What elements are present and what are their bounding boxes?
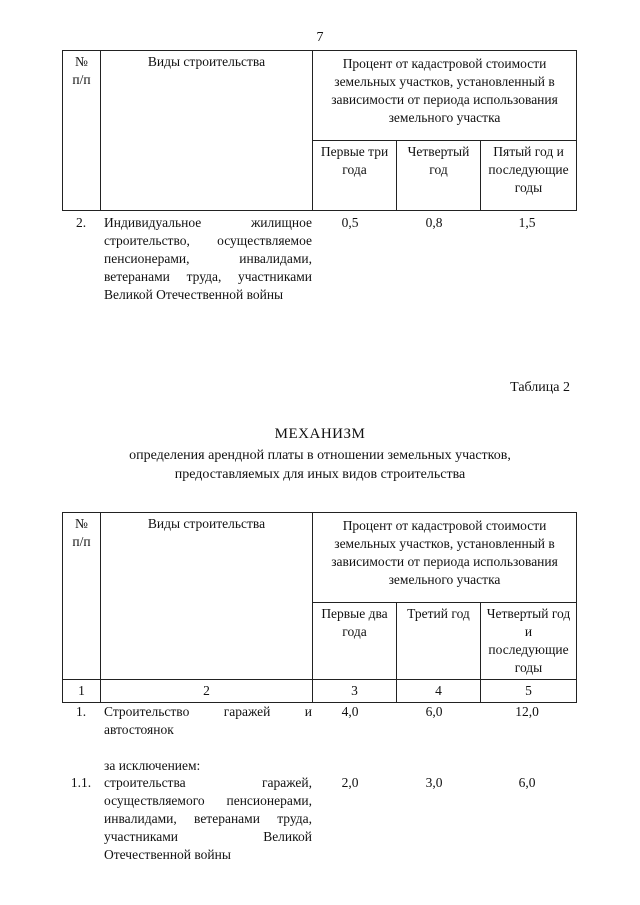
table1-group-header: Процент от кадастровой стоимости земельных участков, установленный в зависимости от периода использования земельного участка <box>313 51 577 141</box>
column-number: 4 <box>397 680 481 703</box>
row-value-1: 4,0 <box>341 704 359 719</box>
table2-col1-header: Первые два года <box>313 603 397 680</box>
table1-num-header: № п/п <box>63 51 101 211</box>
row-number: 1.1. <box>70 775 92 790</box>
table1-header <box>62 50 577 211</box>
table1-col2-header: Четвертый год <box>397 141 481 211</box>
row-value-1: 0,5 <box>341 215 359 230</box>
table2-col3-header: Четвертый год и последующие годы <box>481 603 577 680</box>
row-description: Строительство гаражей и автостоянок <box>104 704 312 737</box>
table1-type-header: Виды строительства <box>101 51 313 211</box>
column-number: 2 <box>101 680 313 703</box>
table2-type-header: Виды строительства <box>101 513 313 680</box>
table2-group-header: Процент от кадастровой стоимости земельных участков, установленный в зависимости от периода использования земельного участка <box>313 513 577 603</box>
row-value-1: 2,0 <box>341 775 359 790</box>
row-description: Индивидуальное жилищное строительство, осуществляемое пенсионерами, инвалидами, ветеранами труда, участниками Великой Отечественной войны <box>104 215 312 302</box>
table2-label: Таблица 2 <box>510 380 570 395</box>
row-value-2: 3,0 <box>425 775 443 790</box>
document-subtitle: определения арендной платы в отношении земельных участков, предоставляемых для иных видов строительства <box>129 448 511 482</box>
table2-num-header: № п/п <box>63 513 101 680</box>
row-number: 1. <box>75 704 87 719</box>
column-number: 1 <box>63 680 101 703</box>
row-value-2: 0,8 <box>425 215 443 230</box>
table2-col2-header: Третий год <box>397 603 481 680</box>
table1-col1-header: Первые три года <box>313 141 397 211</box>
row-value-3: 1,5 <box>518 215 536 230</box>
table1-col3-header: Пятый год и последующие годы <box>481 141 577 211</box>
table2-header <box>62 512 577 703</box>
column-number: 3 <box>313 680 397 703</box>
row-description: строительства гаражей, осуществляемого пенсионерами, инвалидами, ветеранами труда, участниками Великой Отечественной войны <box>104 775 312 862</box>
row-value-2: 6,0 <box>425 704 443 719</box>
page-number: 7 <box>316 30 324 45</box>
row-value-3: 12,0 <box>515 704 539 719</box>
row-number: 2. <box>75 215 87 230</box>
column-number: 5 <box>481 680 577 703</box>
row-description: за исключением: <box>104 758 201 773</box>
row-value-3: 6,0 <box>518 775 536 790</box>
document-title: МЕХАНИЗМ <box>274 426 366 442</box>
